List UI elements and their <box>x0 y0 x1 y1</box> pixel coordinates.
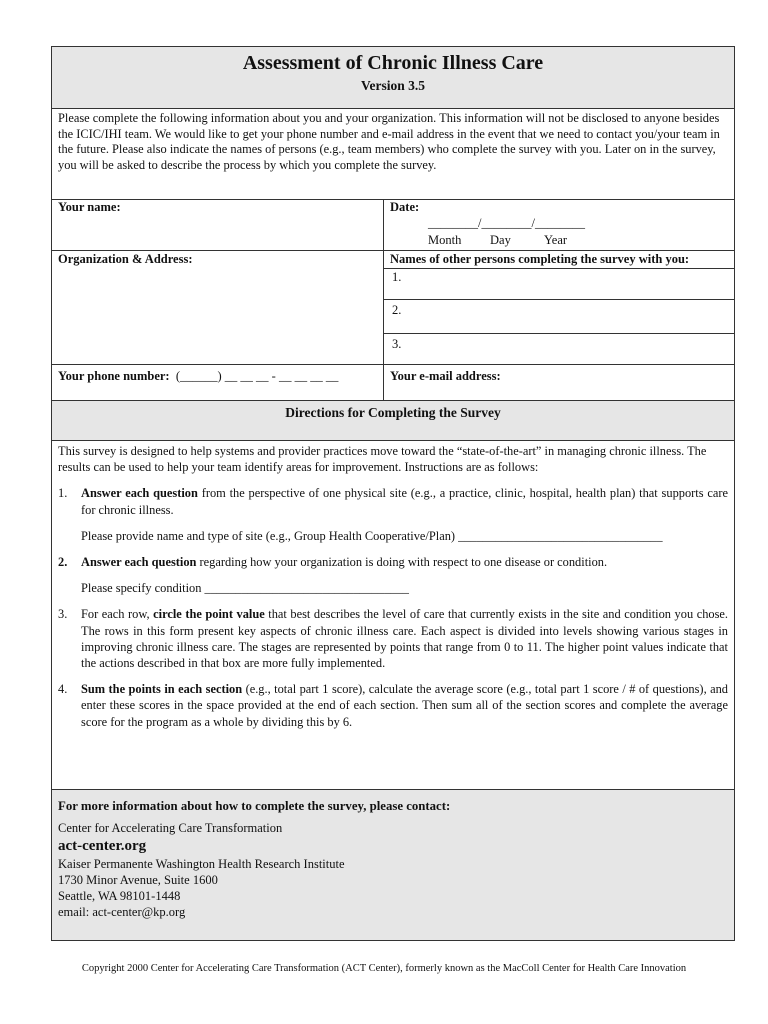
contact-address-line-2: Seattle, WA 98101-1448 <box>58 889 181 903</box>
column-divider <box>383 200 384 400</box>
your-name-field[interactable] <box>58 216 378 248</box>
contact-heading: For more information about how to complete the survey, please contact: <box>58 799 451 813</box>
other-person-field-2[interactable]: 2. <box>392 303 402 317</box>
step-1 <box>58 485 728 544</box>
step-number: 3. <box>58 607 68 622</box>
date-field[interactable]: ________/________/________ <box>428 216 585 230</box>
date-year-label: Year <box>544 233 568 247</box>
contact-org: Center for Accelerating Care Transformation <box>58 821 283 835</box>
site-name-field[interactable]: Please provide name and type of site (e.g., Group Health Cooperative/Plan) _________________________________ <box>81 528 663 543</box>
date-label: Date: <box>390 200 420 214</box>
other-person-field-1[interactable]: 1. <box>392 270 402 284</box>
date-day-label: Day <box>490 233 511 247</box>
version-label: Version 3.5 <box>360 78 425 93</box>
row-divider <box>52 364 735 365</box>
condition-field[interactable]: Please specify condition _________________________________ <box>81 581 409 596</box>
step-number: 4. <box>58 682 68 697</box>
contact-institute: Kaiser Permanente Washington Health Research Institute <box>58 857 345 871</box>
phone-row <box>58 369 338 384</box>
survey-form <box>51 46 735 941</box>
step-number: 1. <box>58 486 68 501</box>
step-2 <box>58 554 728 596</box>
other-person-field-3[interactable]: 3. <box>392 337 402 351</box>
step-text: Sum the points in each section (e.g., total part 1 score), calculate the average score (e.g., total part 1 score / # of questions), and enter these scores in the space provided at the end of each section. Then sum all of the section scores and complete the average score for the program as a whole by dividing this by 6. <box>81 682 728 729</box>
title-section <box>52 47 734 109</box>
organization-field[interactable] <box>58 268 378 362</box>
contact-email[interactable]: email: act-center@kp.org <box>58 905 186 919</box>
contact-section <box>52 790 734 941</box>
info-grid <box>52 200 734 401</box>
organization-label: Organization & Address: <box>58 252 193 266</box>
step-4 <box>58 681 728 730</box>
email-label: Your e-mail address: <box>390 369 501 383</box>
intro-paragraph: Please complete the following information about you and your organization. This information will not be disclosed to anyone besides the ICIC/IHI team. We would like to get your phone number and e-mail address in the event that we need to contact you/your team in the future. Please also indicate the names of persons (e.g., team members) who complete the survey with you. Later on in the survey, you will be asked to describe the process by which you complete the survey. <box>52 109 734 200</box>
row-divider <box>383 333 735 334</box>
step-text: Answer each question regarding how your organization is doing with respect to one disease or condition. <box>81 555 608 570</box>
directions-intro: This survey is designed to help systems and provider practices move toward the “state-of-the-art” in managing chronic illness. The results can be used to help your team identify areas for improvement. Instructions are as follows: <box>58 444 707 475</box>
step-text: For each row, circle the point value that best describes the level of care that currently exists in the site and condition you chose. The rows in this form present key aspects of chronic illness care. Each aspect is divided into levels showing various stages in improving chronic illness care. The stages are represented by points that range from 0 to 11. The higher point values indicate that the actions described in that box are more fully implemented. <box>81 607 728 671</box>
phone-label: Your phone number: <box>58 369 170 383</box>
phone-field[interactable]: (______) __ __ __ - __ __ __ __ <box>169 369 339 383</box>
step-3 <box>58 606 728 671</box>
step-number: 2. <box>58 555 68 570</box>
directions-body <box>52 441 734 790</box>
your-name-label: Your name: <box>58 200 121 214</box>
copyright-notice: Copyright 2000 Center for Accelerating Care Transformation (ACT Center), formerly known as the MacColl Center for Health Care Innovation <box>81 963 687 974</box>
page-title: Assessment of Chronic Illness Care <box>242 52 544 74</box>
other-persons-label: Names of other persons completing the survey with you: <box>390 252 690 266</box>
contact-website-link[interactable]: act-center.org <box>58 838 147 854</box>
step-text: Answer each question from the perspective of one physical site (e.g., a practice, clinic, hospital, health plan) that supports care for chronic illness. <box>81 486 728 517</box>
date-month-label: Month <box>428 233 462 247</box>
row-divider <box>383 268 735 269</box>
row-divider <box>52 250 735 251</box>
row-divider <box>383 299 735 300</box>
contact-address-line-1: 1730 Minor Avenue, Suite 1600 <box>58 873 218 887</box>
directions-header: Directions for Completing the Survey <box>52 401 734 441</box>
